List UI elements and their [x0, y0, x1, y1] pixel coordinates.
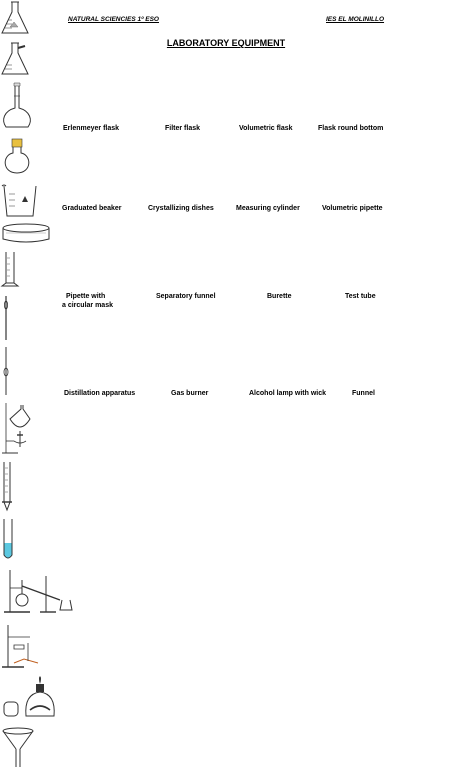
item-graduated-beaker: [0, 182, 452, 223]
caption-volumetric-flask: Volumetric flask: [239, 125, 293, 132]
caption-graduated-beaker: Graduated beaker: [62, 205, 122, 212]
caption-volumetric-pipette: Volumetric pipette: [322, 205, 383, 212]
caption-erlenmeyer-flask: Erlenmeyer flask: [63, 125, 120, 132]
funnel-icon: [0, 725, 36, 769]
caption-flask-round-bottom: Flask round bottom: [318, 125, 384, 132]
caption-test-tube: Test tube: [345, 293, 376, 300]
beaker-icon: [0, 182, 40, 218]
caption-filter-flask: Filter flask: [165, 125, 201, 132]
page-title: LABORATORY EQUIPMENT: [166, 38, 286, 48]
caption-gas-burner: Gas burner: [171, 390, 209, 397]
test-tube-icon: [0, 517, 16, 561]
separatory-funnel-icon: [0, 401, 40, 455]
caption-alcohol-lamp: Alcohol lamp with wick: [249, 390, 327, 397]
caption-separatory-funnel: Separatory funnel: [156, 293, 216, 300]
volumetric-flask-icon: [0, 82, 34, 132]
caption-funnel: Funnel: [352, 390, 375, 397]
alcohol-lamp-icon: [0, 676, 60, 720]
distillation-apparatus-icon: [0, 566, 84, 616]
gas-burner-icon: [0, 621, 44, 671]
measuring-cylinder-icon: [0, 250, 20, 290]
header-school: IES EL MOLINILLO: [326, 16, 385, 23]
volumetric-pipette-icon: [0, 295, 12, 341]
caption-distillation-apparatus: Distillation apparatus: [64, 390, 136, 397]
caption-pipette-line2: a circular mask: [62, 302, 113, 309]
burette-icon: [0, 460, 14, 512]
pipette-icon: [0, 346, 12, 396]
caption-pipette-line1: Pipette with: [66, 293, 106, 300]
caption-crystallizing-dishes: Crystallizing dishes: [148, 205, 214, 212]
caption-measuring-cylinder: Measuring cylinder: [236, 205, 300, 212]
round-bottom-flask-icon: [0, 137, 34, 177]
crystallizing-dish-icon: [0, 223, 52, 245]
caption-burette: Burette: [267, 293, 292, 300]
header-course: NATURAL SCIENCIES 1º ESO: [68, 16, 159, 23]
erlenmeyer-flask-icon: [0, 0, 30, 36]
